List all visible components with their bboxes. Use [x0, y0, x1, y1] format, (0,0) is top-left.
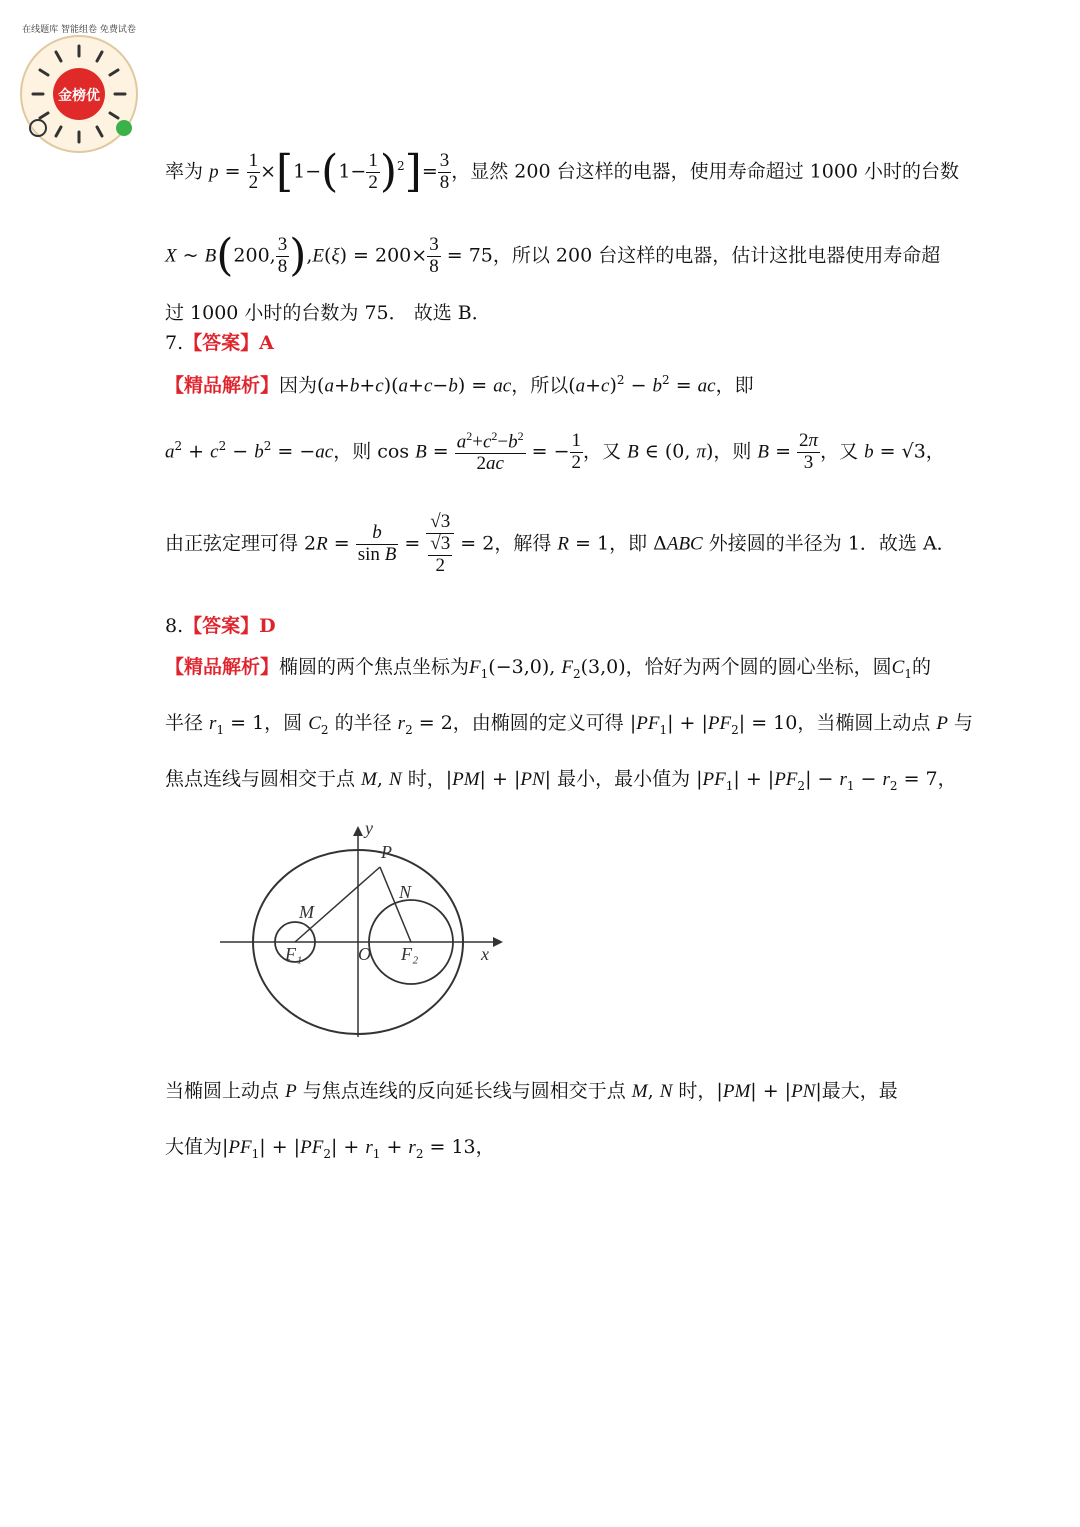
text: 率为 — [165, 160, 204, 183]
q7-analysis-line2: $a^2 + c^2 - b^2 = -ac$，则 cos B = $\frac{a^2+c^2-b^2}{2ac}$ = − $\frac{1}{2}$ ，又 B ∈ (0, π)，则 B = $\frac{2\pi}{3}$ ，又 b = √3， — [165, 429, 945, 475]
q8-answer-tag: 【答案】 — [183, 615, 260, 637]
q7-answer-tag: 【答案】 — [183, 332, 260, 354]
text: 最大，最 — [821, 1080, 898, 1102]
solution6-line2: X ~ B(200, $\frac{3}{8}$ ),E(ξ) = 200× $\frac{3}{8}$ = 75，所以 200 台这样的电器，估计这批电器使用寿命超 — [165, 230, 941, 281]
solution6-line3: 过 1000 小时的台数为 75． 故选 B． — [165, 302, 491, 324]
q8-analysis-line2: 半径 $r_1 = 1$，圆 $C_2$ 的半径 $r_2 = 2$，由椭圆的定义可得 $|PF_1| + |PF_2| = 10$，当椭圆上动点 P 与 — [165, 712, 974, 737]
label-x: x — [481, 944, 489, 964]
text: 与焦点连线的反向延长线与圆相交于点 — [302, 1080, 626, 1102]
segment-pf2 — [380, 867, 411, 942]
q8-analysis-line3: 焦点连线与圆相交于点 M, N 时，|PM| + |PN| 最小，最小值为 $|PF_1| + |PF_2| - r_1 - r_2 = 7$， — [165, 768, 957, 793]
text: ，所以 200 台这样的电器，估计这批电器使用寿命超 — [492, 244, 941, 267]
text: 的 — [911, 656, 931, 678]
q8-answer — [165, 615, 276, 638]
q8-analysis-line4: 当椭圆上动点 P 与焦点连线的反向延长线与圆相交于点 M, N 时，|PM| + |PN|最大，最 — [165, 1080, 898, 1102]
logo-ring-text: 在线题库 智能组卷 免费试卷 — [22, 25, 136, 35]
logo-brand-text: 金榜优 — [58, 88, 100, 104]
q8-answer-value: D — [259, 615, 276, 637]
q8-analysis-line5: 大值为$|PF_1| + |PF_2| + r_1 + r_2 = 13$， — [165, 1136, 495, 1161]
q7-analysis-line3: 由正弦定理可得 2R = $\frac{b}{\text{sin B}}$ = $\frac{√3}{\frac{√3}{2}}$ = 2，解得 R = 1，即 ΔABC 外接圆的半径为 1．故选 A． — [165, 511, 956, 576]
label-m: M — [299, 902, 314, 922]
label-n: N — [399, 882, 412, 902]
label-f1: F₁ — [285, 944, 303, 964]
q7-analysis-tag: 【精品解析】 — [165, 374, 280, 397]
label-o: O — [358, 944, 371, 964]
x-arrow-icon — [493, 937, 503, 947]
q7-analysis-line1: 【精品解析】因为(a+b+c)(a+c−b) = ac，所以$(a+c)^2 - b^2$ = ac，即 — [165, 373, 754, 397]
label-y: y — [365, 822, 373, 838]
q7-answer-value: A — [259, 332, 274, 354]
y-arrow-icon — [353, 826, 363, 836]
text: 大值为 — [165, 1136, 223, 1158]
label-p: P — [381, 842, 392, 862]
q8-number: 8. — [165, 615, 184, 637]
q7-number: 7. — [165, 332, 184, 354]
label-f2: F₂ — [401, 944, 419, 964]
q8-analysis-line1: 【精品解析】椭圆的两个焦点坐标为$F_1(-3,0)$, $F_2(3,0)$，恰好为两个圆的圆心坐标，圆$C_1$的 — [165, 656, 931, 681]
text: ，显然 200 台这样的电器，使用寿命超过 1000 小时的台数 — [451, 160, 960, 183]
q7-answer — [165, 332, 274, 355]
text: 当椭圆上动点 — [165, 1080, 280, 1102]
ellipse-figure — [215, 822, 505, 1042]
q8-analysis-tag: 【精品解析】 — [165, 656, 280, 678]
solution6-line1: 率为 p = $\frac{1}{2}$ ×[1−(1− $\frac{1}{2}$ )$^2$]= $\frac{3}{8}$ ，显然 200 台这样的电器，使用寿命超过 1000 小时的台数 — [165, 146, 960, 197]
text: 椭圆的两个焦点坐标为 — [279, 656, 470, 678]
brand-logo — [12, 16, 147, 156]
text: 恰好为两个圆的圆心坐标，圆 — [644, 656, 892, 678]
